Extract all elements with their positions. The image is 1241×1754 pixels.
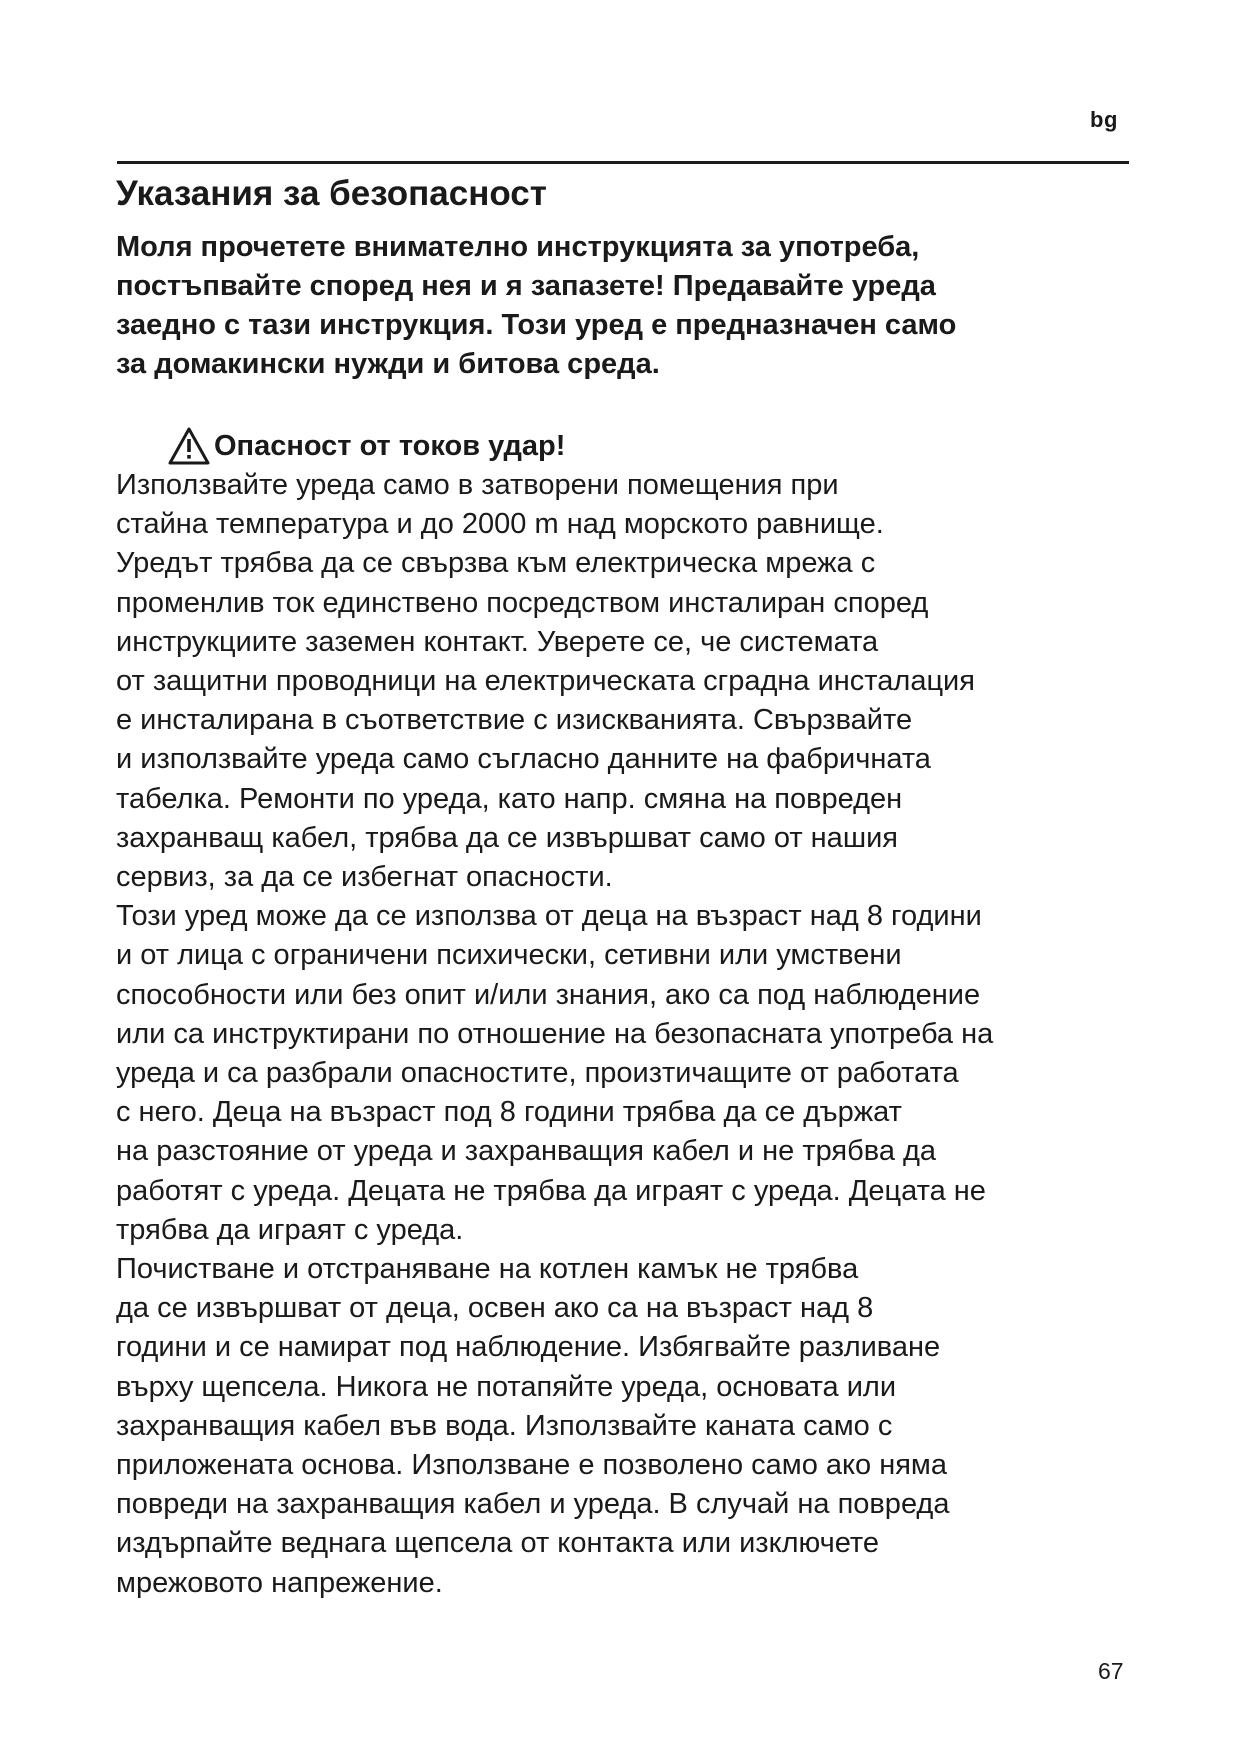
intro-line: постъпвайте според нея и я запазете! Предавайте уреда bbox=[116, 270, 936, 302]
safety-body-text bbox=[116, 466, 993, 1603]
body-line: стайна температура и до 2000 m над морското равнище. bbox=[116, 508, 884, 541]
warning-triangle-icon bbox=[168, 427, 210, 465]
body-line: е инсталирана в съответствие с изискванията. Свързвайте bbox=[116, 704, 913, 737]
body-line: издърпайте веднага щепсела от контакта или изключете bbox=[116, 1527, 879, 1560]
warning-heading bbox=[168, 426, 565, 466]
intro-line: за домакински нужди и битова среда. bbox=[116, 348, 660, 380]
body-line: мрежовото напрежение. bbox=[116, 1566, 443, 1599]
body-line: Използвайте уреда само в затворени помещения при bbox=[116, 469, 839, 501]
body-line: върху щепсела. Никога не потапяйте уреда, основата или bbox=[116, 1370, 897, 1403]
body-line: трябва да играят с уреда. bbox=[116, 1213, 464, 1246]
body-line: от защитни проводници на електрическата сградна инсталация bbox=[116, 665, 975, 698]
language-code: bg bbox=[1090, 107, 1118, 132]
body-line: да се извършват от деца, освен ако са на възраст над 8 bbox=[116, 1292, 874, 1325]
body-line: инструкциите заземен контакт. Уверете се, че системата bbox=[116, 625, 879, 658]
body-line: уреда и са разбрали опасностите, произтичащите от работата bbox=[116, 1057, 959, 1090]
body-line: на разстояние от уреда и захранващия кабел и не трябва да bbox=[116, 1135, 937, 1168]
body-line: Този уред може да се използва от деца на възраст над 8 години bbox=[116, 900, 982, 933]
body-line: или са инструктирани по отношение на безопасната употреба на bbox=[116, 1017, 994, 1050]
body-line: Уредът трябва да се свързва към електрическа мрежа с bbox=[116, 547, 876, 580]
body-line: с него. Деца на възраст под 8 години трябва да се държат bbox=[116, 1096, 902, 1129]
body-line: приложената основа. Използване е позволено само ако няма bbox=[116, 1449, 947, 1482]
intro-paragraph bbox=[116, 228, 956, 384]
body-line: и от лица с ограничени психически, сетивни или умствени bbox=[116, 939, 902, 972]
body-line: години и се намират под наблюдение. Избягвайте разливане bbox=[116, 1331, 941, 1364]
intro-line: заедно с тази инструкция. Този уред е предназначен само bbox=[116, 309, 957, 341]
body-line: способности или без опит и/или знания, ако са под наблюдение bbox=[116, 978, 981, 1011]
body-line: променлив ток единствено посредством инсталиран според bbox=[116, 586, 929, 619]
body-line: повреди на захранващия кабел и уреда. В случай на повреда bbox=[116, 1488, 950, 1521]
body-line: сервиз, за да се избегнат опасности. bbox=[116, 861, 613, 894]
body-line: и използвайте уреда само съгласно данните на фабричната bbox=[116, 743, 931, 776]
body-line: захранващ кабел, трябва да се извършват само от нашия bbox=[116, 821, 898, 854]
body-line: работят с уреда. Децата не трябва да играят с уреда. Децата не bbox=[116, 1174, 986, 1207]
warning-heading-text: Опасност от токов удар! bbox=[214, 430, 566, 462]
intro-line: Моля прочетете внимателно инструкцията за употреба, bbox=[116, 231, 920, 263]
body-line: захранващия кабел във вода. Използвайте каната само с bbox=[116, 1409, 893, 1442]
section-title: Указания за безопасност bbox=[116, 174, 547, 213]
page-number: 67 bbox=[1098, 1658, 1124, 1684]
header-divider bbox=[117, 161, 1129, 164]
body-line: Почистване и отстраняване на котлен камък не трябва bbox=[116, 1253, 859, 1286]
body-line: табелка. Ремонти по уреда, като напр. смяна на повреден bbox=[116, 782, 903, 815]
